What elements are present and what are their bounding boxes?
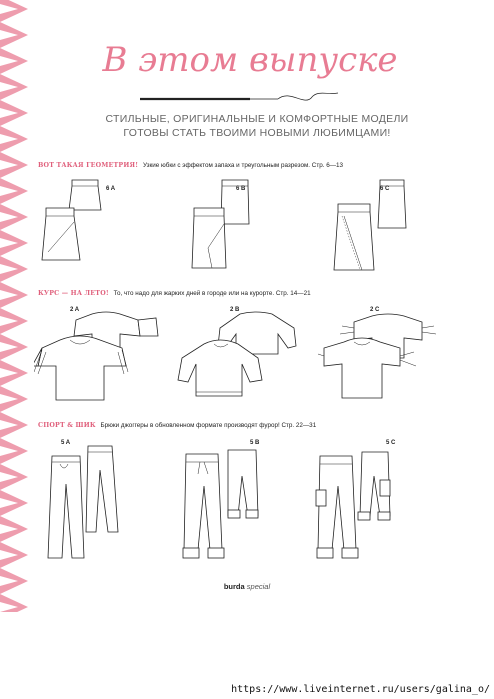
sketch-label-5c: 5 C [386, 440, 396, 446]
sketch-label-2a: 2 A [70, 307, 80, 313]
section-tops [38, 290, 458, 297]
sketch-label-5a: 5 A [61, 440, 71, 446]
section-heading [38, 290, 458, 297]
sketch-label-5b: 5 B [250, 440, 260, 446]
section-heading [38, 422, 458, 429]
subtitle-line-1: СТИЛЬНЫЕ, ОРИГИНАЛЬНЫЕ И КОМФОРТНЫЕ МОДЕЛИ [105, 113, 409, 125]
section-description: Узкие юбки с эффектом запаха и треугольным разрезом. Стр. 6—13 [142, 162, 344, 169]
page-title: В этом выпуске [102, 40, 398, 80]
sketch-label-6c: 6 C [380, 186, 390, 192]
sketch-skirt-6b[interactable] [186, 176, 268, 271]
sketch-trousers-5a[interactable] [40, 440, 130, 565]
subtitle-line-2: ГОТОВЫ СТАТЬ ТВОИМИ НОВЫМИ ЛЮБИМЦАМИ! [123, 127, 391, 139]
section-description: То, что надо для жарких дней в городе или на курорте. Стр. 14—21 [113, 290, 311, 297]
brand-suffix: special [246, 582, 271, 591]
sketch-label-2c: 2 C [370, 307, 380, 313]
zigzag-border [0, 0, 30, 612]
footer-brand [0, 582, 494, 591]
watermark-url: https://www.liveinternet.ru/users/galina_o/ [231, 684, 490, 695]
sketch-top-2b[interactable] [176, 306, 306, 406]
sketch-trousers-5b[interactable] [176, 440, 276, 565]
sketch-top-2c[interactable] [318, 306, 448, 406]
section-description: Брюки джоггеры в обновленном формате производят фурор! Стр. 22—31 [100, 422, 317, 429]
needle-thread-icon [140, 87, 340, 109]
sketch-label-6a: 6 A [106, 186, 116, 192]
section-tag: ВОТ ТАКАЯ ГЕОМЕТРИЯ! [38, 162, 139, 169]
sketch-label-2b: 2 B [230, 307, 240, 313]
section-tag: КУРС — НА ЛЕТО! [38, 290, 109, 297]
section-trousers [38, 422, 458, 429]
brand-name: burda [223, 582, 245, 591]
sketch-trousers-5c[interactable] [312, 440, 412, 565]
sketch-label-6b: 6 B [236, 186, 246, 192]
sketch-top-2a[interactable] [34, 306, 164, 406]
section-heading [38, 162, 458, 169]
subtitle [72, 112, 442, 140]
sketch-skirt-6c[interactable] [330, 176, 420, 274]
section-tag: СПОРТ & ШИК [38, 422, 96, 429]
section-skirts [38, 162, 458, 169]
